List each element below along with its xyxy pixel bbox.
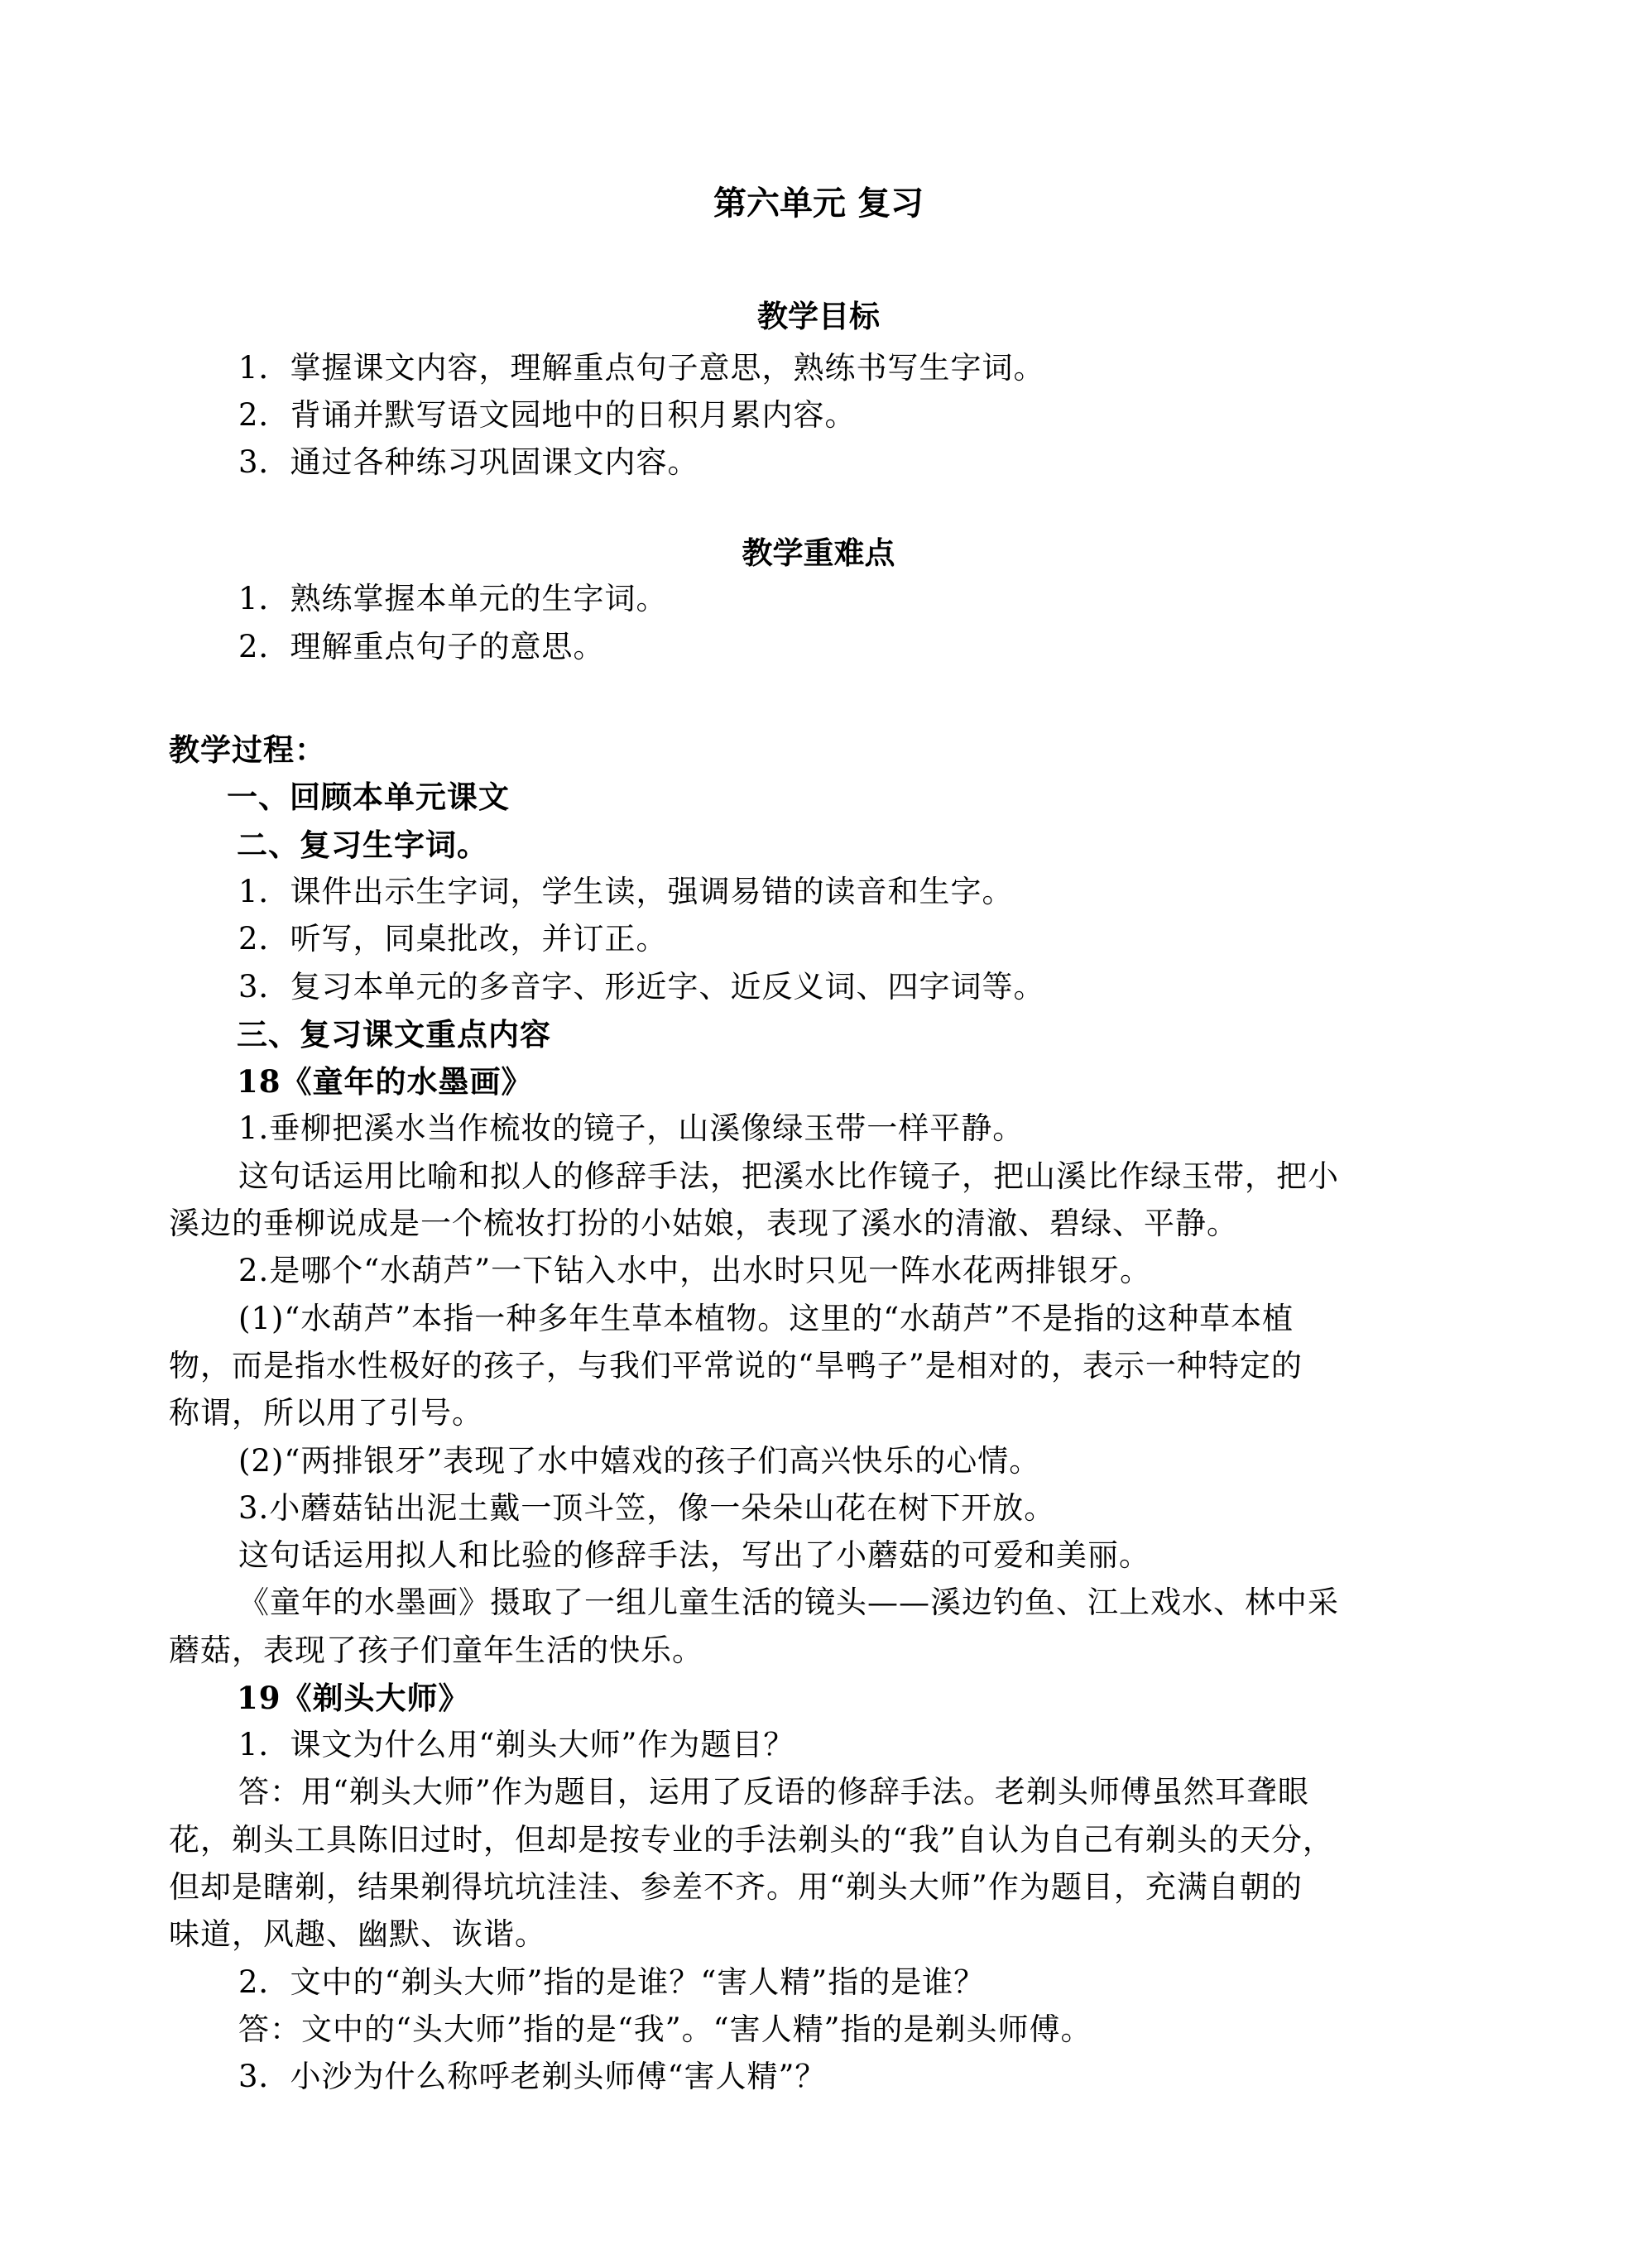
lesson18-line: 溪边的垂柳说成是一个梳妆打扮的小姑娘，表现了溪水的清澈、碧绿、平静。 — [169, 1206, 1238, 1241]
step-review-lessons: 一、回顾本单元课文 — [227, 779, 510, 815]
page-title: 第六单元 复习 — [713, 184, 924, 223]
objectives-heading: 教学目标 — [757, 298, 880, 334]
lesson18-line: 1.垂柳把溪水当作梳妆的镜子，山溪像绿玉带一样平静。 — [238, 1110, 1025, 1146]
lesson19-line: 1．课文为什么用“剃头大师”作为题目？ — [238, 1727, 795, 1762]
lesson19-line: 3．小沙为什么称呼老剃头师傅“害人精”？ — [238, 2059, 827, 2094]
lesson18-line: (1)“水葫芦”本指一种多年生草本植物。这里的“水葫芦”不是指的这种草本植 — [238, 1301, 1294, 1336]
lesson19-line: 花，剃头工具陈旧过时，但却是按专业的手法剃头的“我”自认为自己有剃头的天分， — [169, 1822, 1334, 1858]
lesson18-line: 蘑菇，表现了孩子们童年生活的快乐。 — [169, 1633, 703, 1668]
words-item-3: 3．复习本单元的多音字、形近字、近反义词、四字词等。 — [238, 969, 1045, 1005]
lesson18-line: 2.是哪个“水葫芦”一下钻入水中，出水时只见一阵水花两排银牙。 — [238, 1253, 1152, 1288]
lesson18-line: 物，而是指水性极好的孩子，与我们平常说的“旱鸭子”是相对的，表示一种特定的 — [169, 1348, 1303, 1383]
objective-item-1: 1．掌握课文内容，理解重点句子意思，熟练书写生字词。 — [238, 350, 1045, 386]
key-point-item-1: 1．熟练掌握本单元的生字词。 — [238, 581, 668, 616]
lesson18-line: 《童年的水墨画》摄取了一组儿童生活的镜头——溪边钓鱼、江上戏水、林中采 — [238, 1585, 1339, 1620]
lesson18-title: 18《童年的水墨画》 — [237, 1063, 533, 1100]
lesson18-line: 这句话运用拟人和比验的修辞手法，写出了小蘑菇的可爱和美丽。 — [238, 1537, 1150, 1573]
step-review-key-content: 三、复习课文重点内容 — [237, 1016, 551, 1052]
words-item-2: 2．听写，同桌批改，并订正。 — [238, 921, 668, 957]
process-heading: 教学过程： — [169, 731, 326, 768]
lesson18-line: 3.小蘑菇钻出泥土戴一顶斗笠，像一朵朵山花在树下开放。 — [238, 1490, 1056, 1526]
step-review-words: 二、复习生字词。 — [237, 827, 488, 863]
key-points-heading: 教学重难点 — [742, 535, 895, 571]
objective-item-3: 3．通过各种练习巩固课文内容。 — [238, 444, 699, 480]
lesson18-line: 这句话运用比喻和拟人的修辞手法，把溪水比作镜子，把山溪比作绿玉带，把小 — [238, 1158, 1339, 1194]
lesson19-line: 答：用“剃头大师”作为题目，运用了反语的修辞手法。老剃头师傅虽然耳聋眼 — [238, 1774, 1309, 1810]
lesson18-line: 称谓，所以用了引号。 — [169, 1395, 483, 1431]
lesson18-line: (2)“两排银牙”表现了水中嬉戏的孩子们高兴快乐的心情。 — [238, 1443, 1041, 1479]
lesson19-title: 19《剃头大师》 — [237, 1680, 470, 1716]
objective-item-2: 2．背诵并默写语文园地中的日积月累内容。 — [238, 397, 857, 433]
lesson19-line: 答：文中的“头大师”指的是“我”。“害人精”指的是剃头师傅。 — [238, 2011, 1092, 2047]
key-point-item-2: 2．理解重点句子的意思。 — [238, 629, 605, 664]
lesson19-line: 2．文中的“剃头大师”指的是谁？“害人精”指的是谁？ — [238, 1964, 986, 2000]
lesson19-line: 味道，风趣、幽默、诙谐。 — [169, 1916, 546, 1952]
lesson19-line: 但却是瞎剃，结果剃得坑坑洼洼、参差不齐。用“剃头大师”作为题目，充满自朝的 — [169, 1869, 1303, 1905]
words-item-1: 1．课件出示生字词，学生读，强调易错的读音和生字。 — [238, 874, 1014, 909]
